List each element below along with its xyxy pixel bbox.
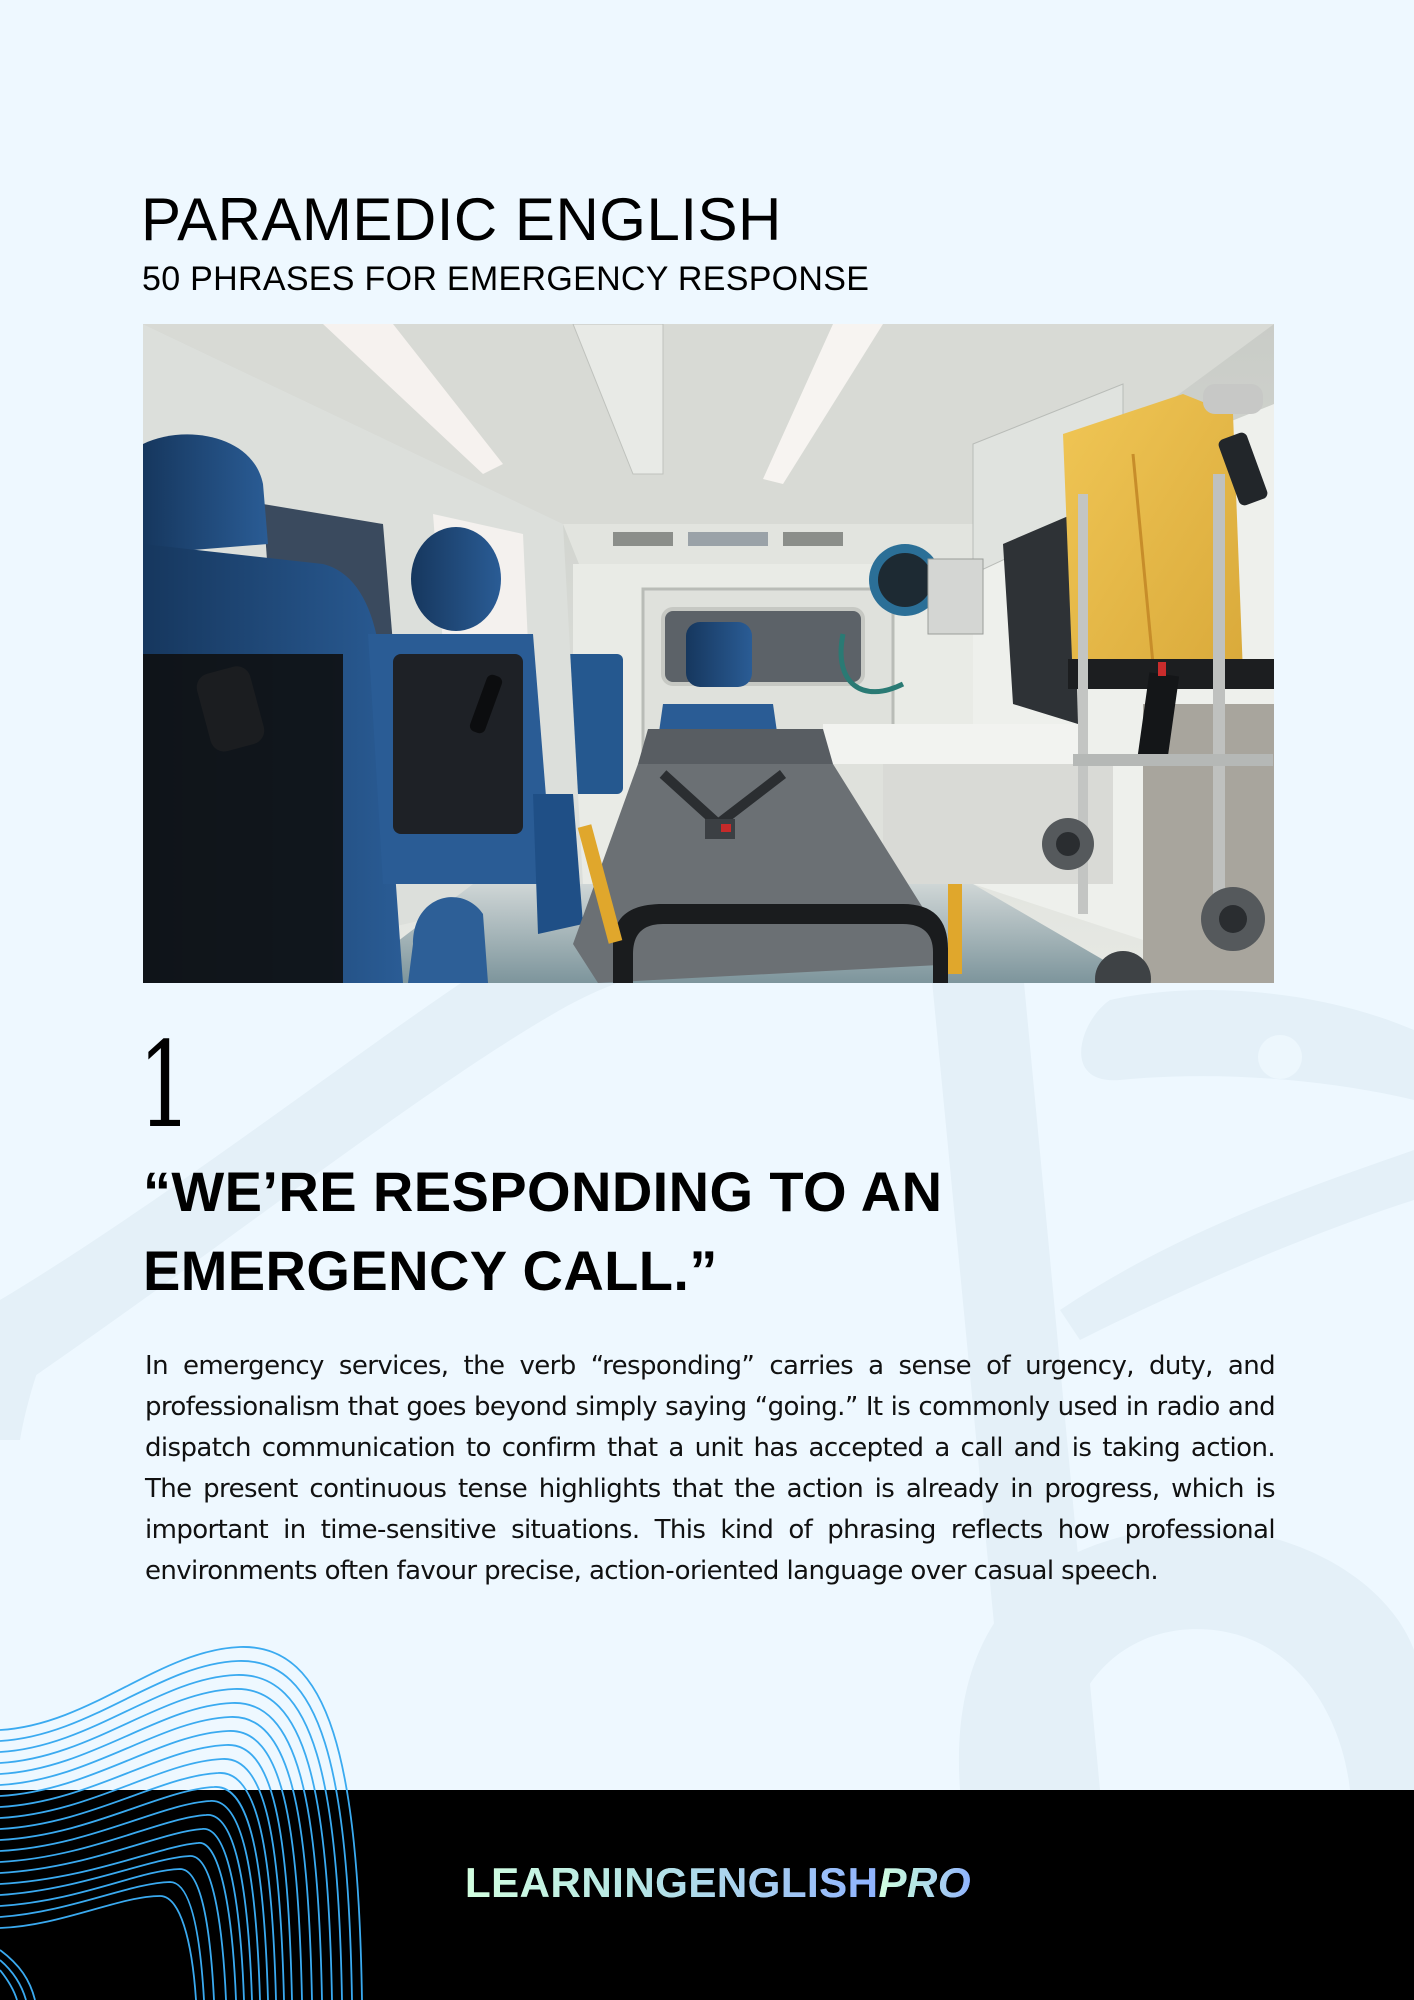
page-subtitle: 50 PHRASES FOR EMERGENCY RESPONSE — [142, 260, 870, 299]
ambulance-interior-illustration — [143, 324, 1274, 983]
phrase-heading-line-2: EMERGENCY CALL.” — [143, 1239, 718, 1302]
brand-suffix: PRO — [878, 1859, 972, 1906]
phrase-number: 1 — [138, 1016, 193, 1154]
brand-name: LEARNINGENGLISH — [464, 1859, 879, 1906]
phrase-heading-line-1: “WE’RE RESPONDING TO AN — [143, 1160, 943, 1223]
page-title: PARAMEDIC ENGLISH — [141, 186, 782, 254]
brand-logo — [0, 1855, 1414, 1911]
phrase-heading — [143, 1152, 1274, 1310]
phrase-explanation: In emergency services, the verb “responding” carries a sense of urgency, duty, and professionalism that goes beyond simply saying “going.” It is commonly used in radio and dispatch communication to confirm that a unit has accepted a call and is taking action. The present continuous tense highlights that the action is already in progress, which is important in time-sensitive situations. This kind of phrasing reflects how professional environments often favour precise, action-oriented language over casual speech. — [145, 1351, 1275, 1586]
hero-image — [143, 324, 1274, 983]
